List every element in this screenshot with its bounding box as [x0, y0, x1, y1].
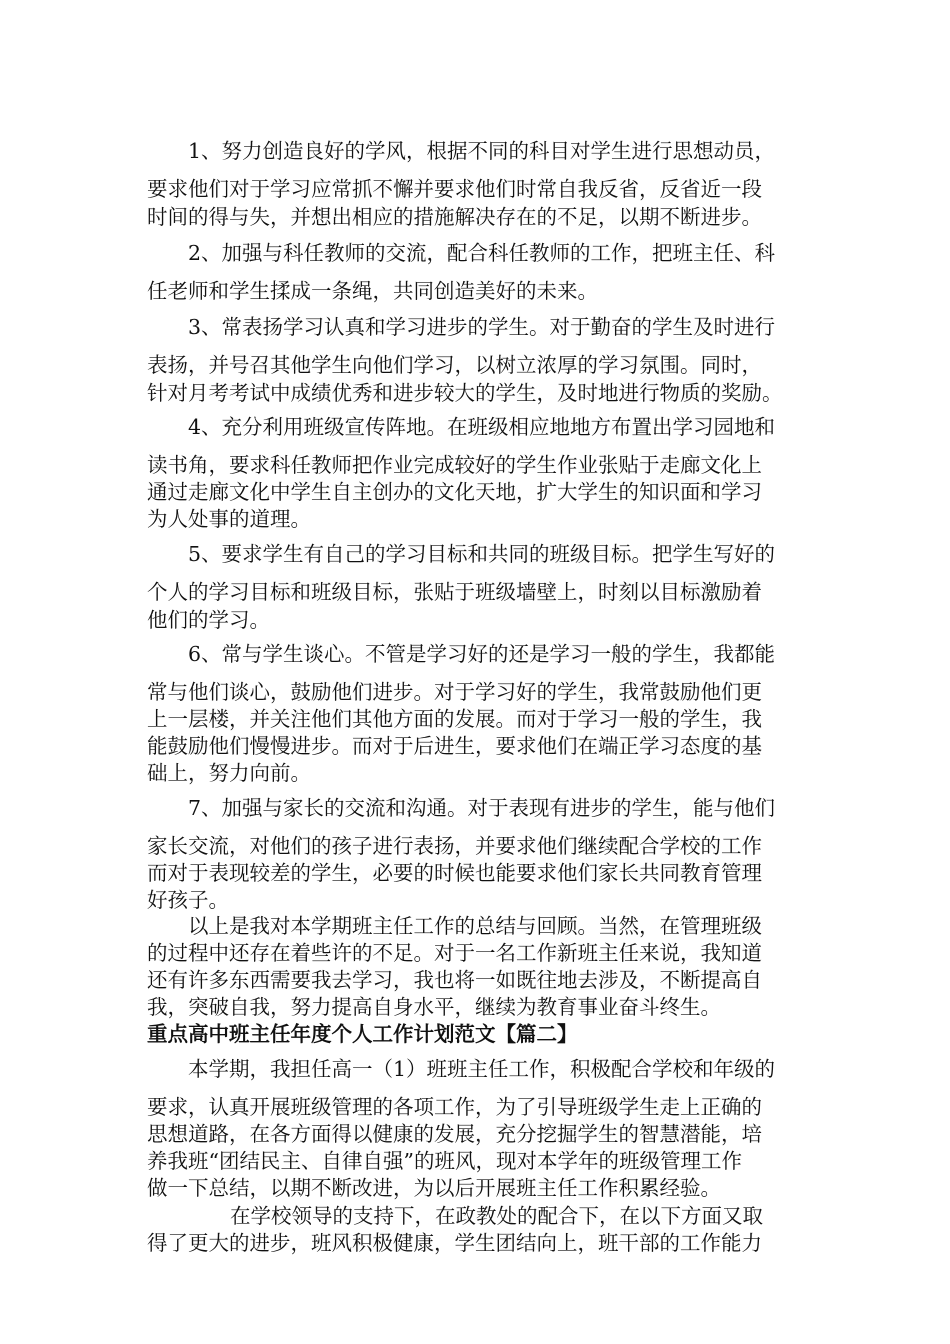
paragraph-6-line-1: 6、常与学生谈心。不管是学习好的还是学习一般的学生，我都能 [188, 642, 776, 666]
paragraph-9-line-5: 做一下总结，以期不断改进，为以后开展班主任工作积累经验。 [147, 1176, 721, 1200]
paragraph-7-line-3: 而对于表现较差的学生，必要的时候也能要求他们家长共同教育管理 [147, 861, 762, 885]
paragraph-8-line-2: 的过程中还存在着些许的不足。对于一名工作新班主任来说，我知道 [147, 941, 762, 965]
paragraph-3-line-1: 3、常表扬学习认真和学习进步的学生。对于勤奋的学生及时进行 [188, 315, 776, 339]
paragraph-6-line-4: 能鼓励他们慢慢进步。而对于后进生，要求他们在端正学习态度的基 [147, 734, 762, 758]
paragraph-9-line-4: 养我班“团结民主、自律自强”的班风，现对本学年的班级管理工作 [147, 1149, 742, 1173]
section-heading: 重点高中班主任年度个人工作计划范文【篇二】 [147, 1022, 578, 1046]
paragraph-7-line-2: 家长交流，对他们的孩子进行表扬，并要求他们继续配合学校的工作 [147, 834, 762, 858]
paragraph-7-line-1: 7、加强与家长的交流和沟通。对于表现有进步的学生，能与他们 [188, 796, 776, 820]
paragraph-10-line-1: 在学校领导的支持下，在政教处的配合下，在以下方面又取 [230, 1204, 763, 1228]
paragraph-5-line-3: 他们的学习。 [147, 608, 270, 632]
paragraph-4-line-2: 读书角，要求科任教师把作业完成较好的学生作业张贴于走廊文化上 [147, 453, 762, 477]
paragraph-6-line-3: 上一层楼，并关注他们其他方面的发展。而对于学习一般的学生，我 [147, 707, 762, 731]
paragraph-3-line-2: 表扬，并号召其他学生向他们学习，以树立浓厚的学习氛围。同时， [147, 353, 762, 377]
paragraph-4-line-3: 通过走廊文化中学生自主创办的文化天地，扩大学生的知识面和学习 [147, 480, 762, 504]
paragraph-9-line-2: 要求，认真开展班级管理的各项工作，为了引导班级学生走上正确的 [147, 1095, 762, 1119]
paragraph-4-line-1: 4、充分利用班级宣传阵地。在班级相应地地方布置出学习园地和 [188, 415, 776, 439]
paragraph-5-line-1: 5、要求学生有自己的学习目标和共同的班级目标。把学生写好的 [188, 542, 776, 566]
paragraph-1-line-1: 1、努力创造良好的学风，根据不同的科目对学生进行思想动员， [188, 139, 776, 163]
paragraph-9-line-3: 思想道路，在各方面得以健康的发展，充分挖掘学生的智慧潜能，培 [147, 1122, 762, 1146]
paragraph-1-line-2: 要求他们对于学习应常抓不懈并要求他们时常自我反省，反省近一段 [147, 177, 762, 201]
paragraph-7-line-4: 好孩子。 [147, 888, 229, 912]
paragraph-10-line-2: 得了更大的进步，班风积极健康，学生团结向上，班干部的工作能力 [147, 1231, 762, 1255]
paragraph-2-line-1: 2、加强与科任教师的交流，配合科任教师的工作，把班主任、科 [188, 241, 776, 265]
paragraph-1-line-3: 时间的得与失，并想出相应的措施解决存在的不足，以期不断进步。 [147, 205, 762, 229]
paragraph-5-line-2: 个人的学习目标和班级目标，张贴于班级墙壁上，时刻以目标激励着 [147, 580, 762, 604]
paragraph-6-line-5: 础上，努力向前。 [147, 761, 311, 785]
paragraph-2-line-2: 任老师和学生揉成一条绳，共同创造美好的未来。 [147, 279, 598, 303]
paragraph-8-line-3: 还有许多东西需要我去学习，我也将一如既往地去涉及，不断提高自 [147, 968, 762, 992]
paragraph-4-line-4: 为人处事的道理。 [147, 507, 311, 531]
paragraph-6-line-2: 常与他们谈心，鼓励他们进步。对于学习好的学生，我常鼓励他们更 [147, 680, 762, 704]
paragraph-9-line-1: 本学期，我担任高一（1）班班主任工作，积极配合学校和年级的 [188, 1057, 776, 1081]
paragraph-8-line-1: 以上是我对本学期班主任工作的总结与回顾。当然，在管理班级 [188, 914, 762, 938]
paragraph-8-line-4: 我，突破自我，努力提高自身水平，继续为教育事业奋斗终生。 [147, 995, 721, 1019]
paragraph-3-line-3: 针对月考考试中成绩优秀和进步较大的学生，及时地进行物质的奖励。 [147, 381, 783, 405]
